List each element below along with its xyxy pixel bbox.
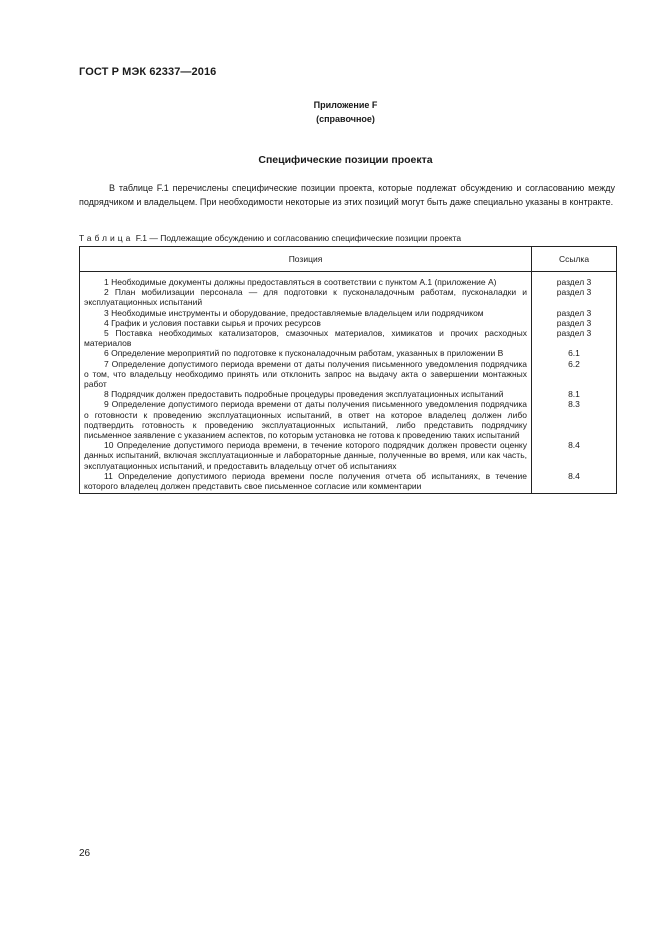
position-cell: 5 Поставка необходимых катализаторов, смазочных материалов, химикатов и прочих расходных материалов	[80, 328, 532, 348]
position-cell: 7 Определение допустимого периода времени от даты получения письменного уведомления подрядчика о том, что владельцу необходимо принять или отклонить запрос на выдачу акта о завершении монтажных работ	[80, 359, 532, 390]
table-row	[80, 399, 617, 440]
reference-cell: раздел 3	[532, 328, 617, 348]
position-cell: 9 Определение допустимого периода времени от даты получения письменного уведомления подрядчика о готовности к проведению эксплуатационных испытаний, в ответ на которое владелец должен либо подтвердить готовность к проведению эксплуатационных испытаний, либо представить подрядчику письменное заявление с указанием аспектов, по которым установка не готова к проведению таких испытаний	[80, 399, 532, 440]
reference-cell: раздел 3	[532, 287, 617, 307]
table-row	[80, 287, 617, 307]
reference-cell: 6.2	[532, 359, 617, 390]
reference-cell: 6.1	[532, 348, 617, 358]
table-caption-word: Таблица	[79, 233, 134, 243]
reference-cell: 8.4	[532, 471, 617, 494]
positions-table	[79, 246, 617, 494]
page-number: 26	[79, 848, 91, 859]
table-row	[80, 318, 617, 328]
table-row	[80, 389, 617, 399]
table-row	[80, 440, 617, 471]
reference-cell: раздел 3	[532, 318, 617, 328]
position-cell: 1 Необходимые документы должны предоставляться в соответствии с пунктом А.1 (приложение А)	[80, 272, 532, 288]
reference-cell: раздел 3	[532, 308, 617, 318]
position-cell: 6 Определение мероприятий по подготовке к пусконаладочным работам, указанных в приложении В	[80, 348, 532, 358]
header-position: Позиция	[80, 247, 532, 272]
section-title: Специфические позиции проекта	[258, 154, 433, 166]
table-row	[80, 471, 617, 494]
annex-title: Приложение F	[313, 100, 378, 110]
position-cell: 8 Подрядчик должен предоставить подробные процедуры проведения эксплуатационных испытаний	[80, 389, 532, 399]
annex-kind: (справочное)	[316, 114, 375, 124]
table-caption	[79, 233, 461, 243]
table-row	[80, 308, 617, 318]
position-cell: 3 Необходимые инструменты и оборудование, предоставляемые владельцем или подрядчиком	[80, 308, 532, 318]
annex-heading	[0, 98, 661, 126]
reference-cell: раздел 3	[532, 272, 617, 288]
position-cell: 11 Определение допустимого периода времени после получения отчета об испытаниях, в течение которого владелец должен представить свое письменное согласие или комментарии	[80, 471, 532, 494]
table-row	[80, 328, 617, 348]
standard-code: ГОСТ Р МЭК 62337—2016	[79, 66, 217, 78]
intro-paragraph: В таблице F.1 перечислены специфические позиции проекта, которые подлежат обсуждению и согласованию между подрядчиком и владельцем. При необходимости некоторые из этих позиций могут быть даже специально указаны в контракте.	[79, 183, 615, 207]
position-cell: 2 План мобилизации персонала — для подготовки к пусконаладочным работам, пусконаладки и эксплуатационных испытаний	[80, 287, 532, 307]
reference-cell: 8.4	[532, 440, 617, 471]
position-cell: 4 График и условия поставки сырья и прочих ресурсов	[80, 318, 532, 328]
table-row	[80, 348, 617, 358]
table-caption-text: F.1 — Подлежащие обсуждению и согласованию специфические позиции проекта	[133, 233, 462, 243]
reference-cell: 8.1	[532, 389, 617, 399]
table-row	[80, 272, 617, 288]
reference-cell: 8.3	[532, 399, 617, 440]
header-reference: Ссылка	[532, 247, 617, 272]
position-cell: 10 Определение допустимого периода времени, в течение которого подрядчик должен провести оценку данных испытаний, включая эксплуатационные и лабораторные данные, полученные во время, или как часть, эксплуатационных испытаний, и предоставить владельцу отчет об испытаниях	[80, 440, 532, 471]
table-header-row	[80, 247, 617, 272]
table-row	[80, 359, 617, 390]
